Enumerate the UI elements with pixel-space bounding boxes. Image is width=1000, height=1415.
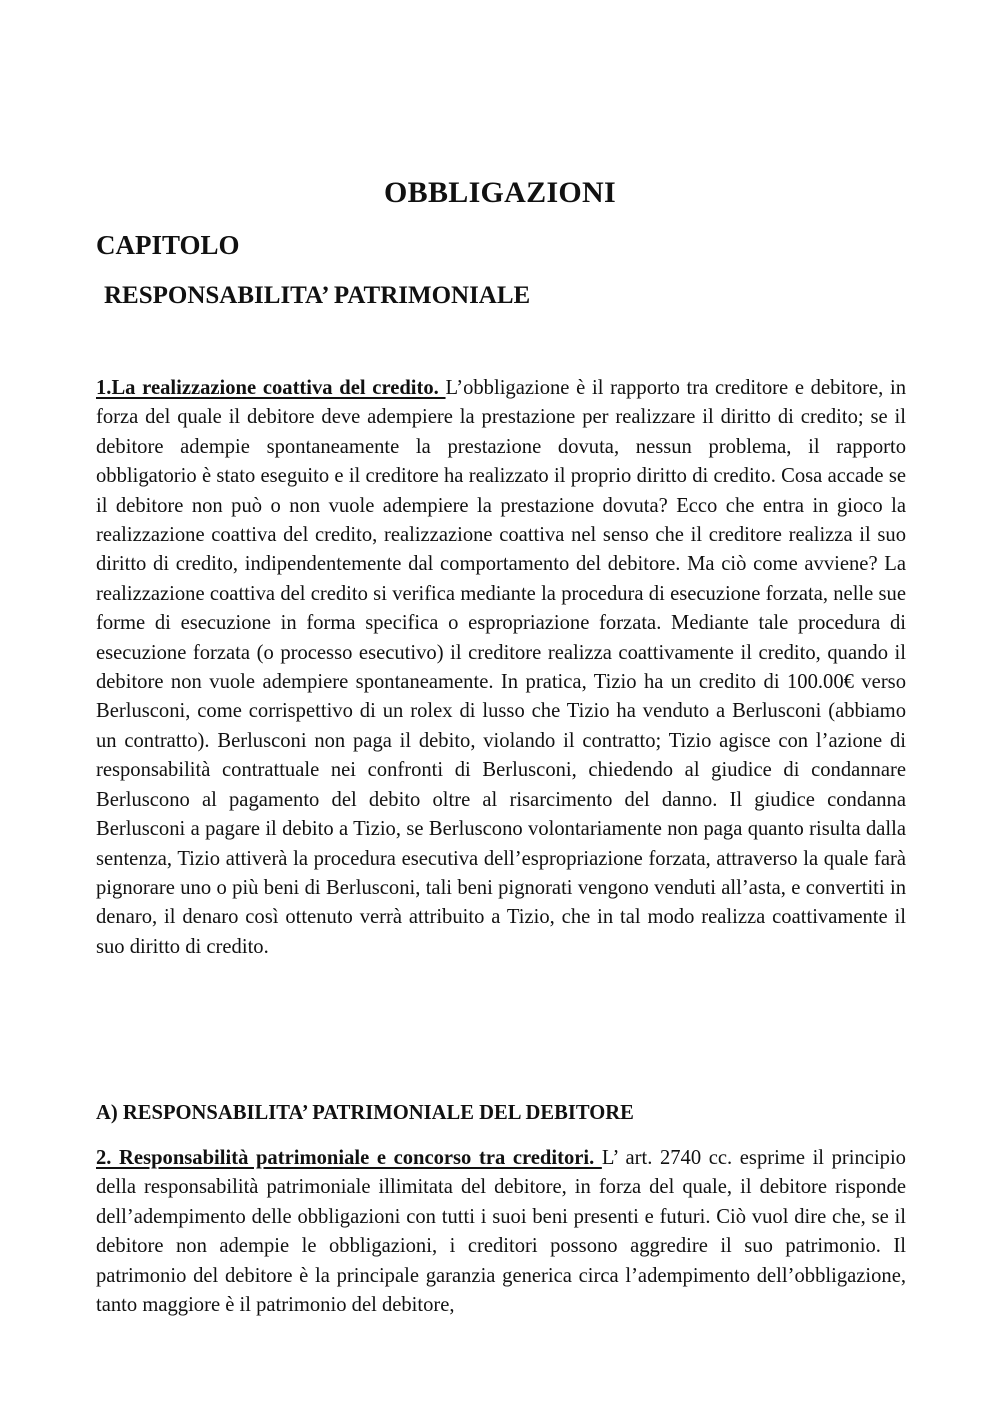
paragraph-1-heading: 1.La realizzazione coattiva del credito. <box>96 377 446 399</box>
paragraph-2-heading: 2. Responsabilità patrimoniale e concorso tra creditori. <box>96 1147 602 1169</box>
paragraph-2-text: L’ art. 2740 cc. esprime il principio della responsabilità patrimoniale illimitata del debitore, in forza del quale, il debitore risponde dell’adempimento delle obbligazioni con tutti i suoi beni presenti e futuri. Ciò vuol dire che, se il debitore non adempie le obbligazioni, i creditori possono aggredire il suo patrimonio. Il patrimonio del debitore è la principale garanzia generica circa l’adempimento dell’obbligazione, tanto maggiore è il patrimonio del debitore, <box>96 1147 906 1317</box>
document-title: OBBLIGAZIONI <box>384 176 616 209</box>
paragraph-2 <box>96 1144 906 1320</box>
section-heading-a: A) RESPONSABILITA’ PATRIMONIALE DEL DEBITORE <box>96 1102 634 1124</box>
chapter-label: CAPITOLO <box>96 230 240 260</box>
paragraph-1-text: L’obbligazione è il rapporto tra creditore e debitore, in forza del quale il debitore deve adempiere la prestazione per realizzare il diritto di credito; se il debitore adempie spontaneamente la prestazione dovuta, nessun problema, il rapporto obbligatorio è stato eseguito e il creditore ha realizzato il proprio diritto di credito. Cosa accade se il debitore non può o non vuole adempiere la prestazione dovuta? Ecco che entra in gioco la realizzazione coattiva del credito, realizzazione coattiva nel senso che il creditore realizza il suo diritto di credito, indipendentemente dal comportamento del debitore. Ma ciò come avviene? La realizzazione coattiva del credito si verifica mediante la procedura di esecuzione forzata, nelle sue forme di esecuzione in forma specifica o espropriazione forzata. Mediante tale procedura di esecuzione forzata (o processo esecutivo) il creditore realizza coattivamente il credito, quando il debitore non vuole adempiere spontaneamente. In pratica, Tizio ha un credito di 100.00€ verso Berlusconi, come corrispettivo di un rolex di lusso che Tizio ha venduto a Berlusconi (abbiamo un contratto). Berlusconi non paga il debito, violando il contratto; Tizio agisce con l’azione di responsabilità contrattuale nei confronti di Berlusconi, chiedendo al giudice di condannare Berluscono al pagamento del debito oltre al risarcimento del danno. Il giudice condanna Berlusconi a pagare il debito a Tizio, se Berluscono volontariamente non paga quanto risulta dalla sentenza, Tizio attiverà la procedura esecutiva dell’espropriazione forzata, attraverso la quale farà pignorare uno o più beni di Berlusconi, tali beni pignorati vengono venduti all’asta, e convertiti in denaro, il denaro così ottenuto verrà attribuito a Tizio, che in tal modo realizza coattivamente il suo diritto di credito. <box>96 377 907 958</box>
paragraph-1 <box>96 374 906 962</box>
chapter-title: RESPONSABILITA’ PATRIMONIALE <box>104 282 531 309</box>
